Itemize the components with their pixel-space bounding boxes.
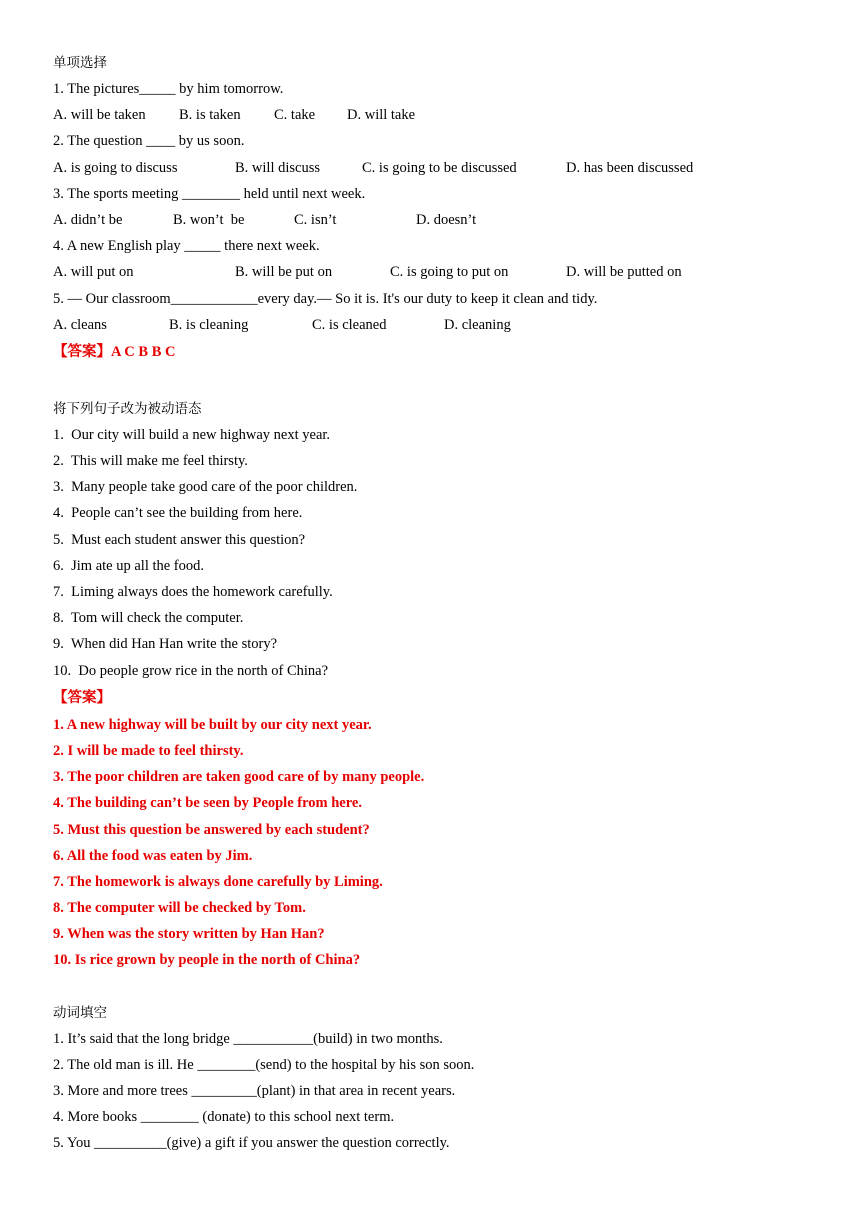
- answer-item: 3. The poor children are taken good care of by many people.: [53, 769, 425, 786]
- option-a: A. is going to discuss: [53, 159, 178, 176]
- question-5: [53, 286, 833, 338]
- option-d: D. will take: [347, 107, 416, 124]
- question-text: 1. The pictures_____ by him tomorrow.: [53, 81, 284, 97]
- sentence-item: 4. People can’t see the building from here.: [53, 505, 303, 522]
- answer-item: 9. When was the story written by Han Han?: [53, 926, 325, 943]
- answer-label: 【答案】: [53, 689, 111, 706]
- question-options: [53, 155, 833, 181]
- answer-item: 1. A new highway will be built by our city next year.: [53, 716, 372, 733]
- answer-label: 【答案】: [53, 343, 111, 360]
- sentence-item: 10. Do people grow rice in the north of China?: [53, 662, 329, 679]
- section-heading-multiple-choice: 单项选择: [53, 55, 107, 71]
- question-options: [53, 207, 833, 233]
- option-a: A. will put on: [53, 264, 134, 281]
- sentence-item: 8. Tom will check the computer.: [53, 610, 244, 627]
- question-text: 5. — Our classroom____________every day.— So it is. It's our duty to keep it clean and tidy.: [53, 290, 598, 307]
- option-d: D. will be putted on: [566, 264, 682, 281]
- fill-item: 2. The old man is ill. He ________(send) to the hospital by his son soon.: [53, 1056, 475, 1073]
- sentence-item: 6. Jim ate up all the food.: [53, 557, 205, 574]
- answer-letters: A C B B C: [111, 343, 176, 360]
- section-heading-verb-fill: 动词填空: [53, 1004, 107, 1021]
- sentence-item: 9. When did Han Han write the story?: [53, 636, 278, 653]
- option-c: C. take: [274, 107, 316, 124]
- option-d: D. has been discussed: [566, 159, 694, 176]
- option-d: D. doesn’t: [416, 211, 477, 228]
- section-spacer: [53, 974, 833, 1000]
- option-a: A. cleans: [53, 316, 107, 333]
- answer-item: 2. I will be made to feel thirsty.: [53, 742, 244, 759]
- option-c: C. is cleaned: [312, 316, 387, 333]
- question-text: 3. The sports meeting ________ held until next week.: [53, 185, 366, 202]
- answer-item: 8. The computer will be checked by Tom.: [53, 900, 306, 917]
- sentence-item: 7. Liming always does the homework carefully.: [53, 584, 333, 600]
- option-b: B. is taken: [179, 107, 241, 124]
- option-c: C. isn’t: [294, 211, 337, 228]
- option-b: B. is cleaning: [169, 316, 249, 333]
- option-b: B. won’t be: [173, 211, 245, 228]
- option-c: C. is going to put on: [390, 264, 509, 281]
- fill-item: 3. More and more trees _________(plant) in that area in recent years.: [53, 1083, 456, 1099]
- option-c: C. is going to be discussed: [362, 159, 517, 176]
- option-a: A. will be taken: [53, 107, 146, 124]
- question-3: [53, 181, 833, 233]
- answer-item: 6. All the food was eaten by Jim.: [53, 847, 253, 864]
- sentence-item: 5. Must each student answer this question?: [53, 531, 306, 548]
- answer-item: 10. Is rice grown by people in the north of China?: [53, 952, 361, 969]
- question-options: [53, 102, 833, 128]
- sentence-item: 3. Many people take good care of the poor children.: [53, 479, 358, 496]
- question-options: [53, 259, 833, 285]
- sentence-item: 2. This will make me feel thirsty.: [53, 453, 248, 470]
- answer-item: 5. Must this question be answered by each student?: [53, 821, 370, 838]
- question-options: [53, 312, 833, 338]
- answer-item: 4. The building can’t be seen by People from here.: [53, 795, 362, 812]
- question-2: [53, 128, 833, 180]
- option-b: B. will be put on: [235, 264, 333, 281]
- document-page: [53, 50, 833, 1157]
- question-1: [53, 76, 833, 128]
- answer-key-multiple-choice: [53, 338, 833, 366]
- option-a: A. didn’t be: [53, 211, 123, 228]
- answer-item: 7. The homework is always done carefully by Liming.: [53, 873, 383, 890]
- question-text: 2. The question ____ by us soon.: [53, 133, 245, 150]
- fill-item: 4. More books ________ (donate) to this school next term.: [53, 1109, 395, 1126]
- option-b: B. will discuss: [235, 159, 320, 176]
- fill-item: 5. You __________(give) a gift if you answer the question correctly.: [53, 1135, 450, 1152]
- section-spacer: [53, 366, 833, 396]
- question-4: [53, 233, 833, 285]
- fill-item: 1. It’s said that the long bridge ___________(build) in two months.: [53, 1030, 443, 1047]
- option-d: D. cleaning: [444, 316, 511, 333]
- sentence-item: 1. Our city will build a new highway next year.: [53, 426, 331, 443]
- section-heading-passive-voice: 将下列句子改为被动语态: [53, 400, 202, 417]
- question-text: 4. A new English play _____ there next week.: [53, 238, 320, 255]
